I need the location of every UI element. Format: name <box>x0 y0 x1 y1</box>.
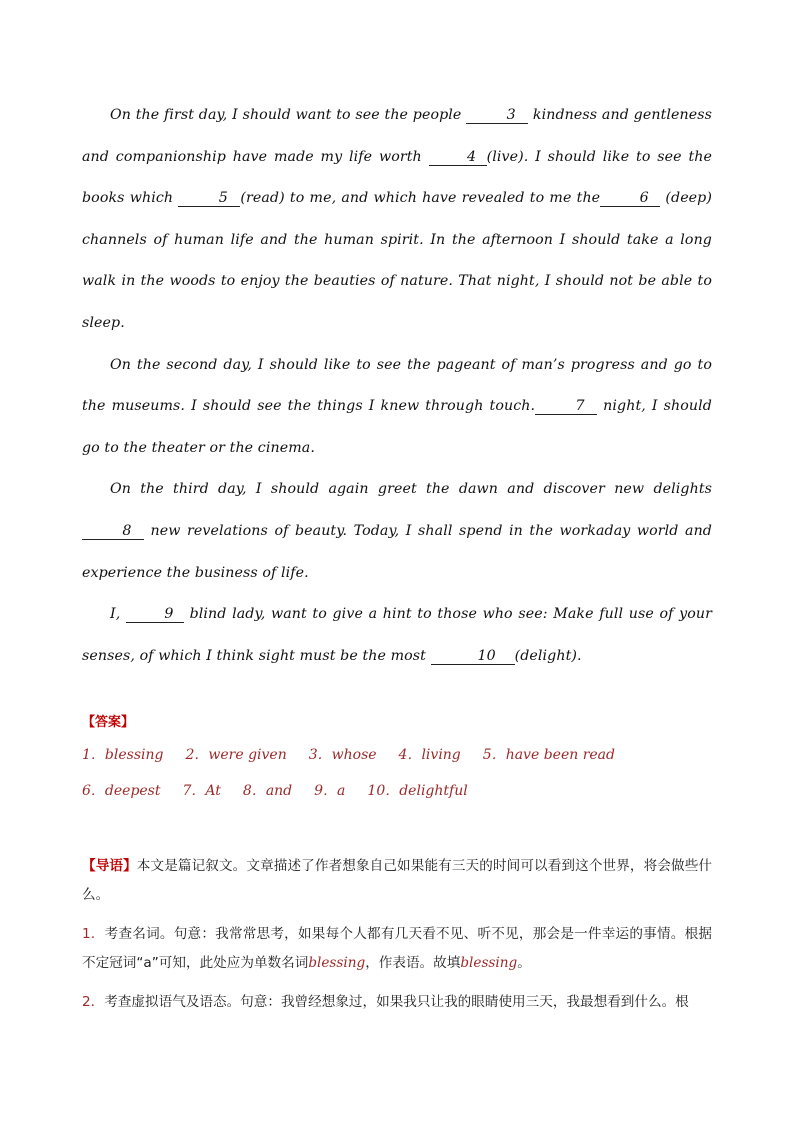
answer-item: 2．were given <box>185 747 287 764</box>
blank-9: 9 <box>126 606 184 623</box>
blank-10: 10 <box>431 648 515 665</box>
passage-paragraph-3 <box>82 469 712 594</box>
guide-item-text: ，作表语。故填 <box>365 955 461 972</box>
answers-row-1 <box>82 744 712 764</box>
answers-row-2 <box>82 780 712 800</box>
answer-item: 9．a <box>314 783 346 800</box>
passage-text: On the second day, I should like to see the pageant of man’s progress and go to the museums. I should see the things I knew through touch. <box>82 356 712 415</box>
answer-item: 7．At <box>182 783 221 800</box>
passage-text: night, I should go to the theater or the cinema. <box>82 398 712 456</box>
blank-7: 7 <box>535 398 597 415</box>
guide-item-text: 。 <box>517 955 531 972</box>
guide-intro-text: 本文是篇记叙文。文章描述了作者想象自己如果能有三天的时间可以看到这个世界，将会做些什么。 <box>82 858 713 904</box>
blank-3: 3 <box>466 107 528 124</box>
passage-text: new revelations of beauty. Today, I shall spend in the workaday world and experience the business of life. <box>82 522 712 581</box>
passage-text: (read) to me, and which have revealed to me the <box>240 190 601 207</box>
guide-answer-word: blessing <box>308 955 366 972</box>
answer-item: 5．have been read <box>482 747 615 764</box>
blank-5: 5 <box>178 190 240 207</box>
passage-text: (deep) channels of human life and the human spirit. In the afternoon I should take a long walk in the woods to enjoy the beauties of nature. That night, I should not be able to sleep. <box>82 190 713 331</box>
passage-text: On the third day, I should again greet the dawn and discover new delights <box>110 481 712 498</box>
guide-item-number: 2． <box>82 994 105 1011</box>
guide-item-number: 1． <box>82 926 105 943</box>
passage-text: (live). I should like to see the books which <box>82 148 713 207</box>
passage-paragraph-1 <box>82 95 712 345</box>
guide-item-2 <box>82 988 712 1017</box>
guide-tag: 【导语】 <box>82 858 137 875</box>
guide-item-text: 考查虚拟语气及语态。句意：我曾经想象过，如果我只让我的眼睛使用三天，我最想看到什么。根 <box>104 994 689 1011</box>
guide-answer-word: blessing <box>460 955 518 972</box>
passage-text: I, <box>110 606 126 623</box>
blank-4: 4 <box>429 149 487 166</box>
answer-item: 8．and <box>242 783 293 800</box>
passage-paragraph-4 <box>82 594 712 677</box>
passage-text: On the first day, I should want to see the people <box>110 107 467 123</box>
blank-8: 8 <box>82 523 144 540</box>
passage-paragraph-2 <box>82 345 712 470</box>
answer-item: 6．deepest <box>82 783 161 800</box>
guide-item-1 <box>82 920 712 978</box>
answer-item: 4．living <box>398 747 461 764</box>
answer-item: 10．delightful <box>367 783 468 800</box>
answer-item: 1．blessing <box>82 747 164 764</box>
blank-6: 6 <box>600 190 660 207</box>
passage-text: (delight). <box>514 647 582 664</box>
guide-intro <box>82 852 712 910</box>
answer-item: 3．whose <box>308 747 377 764</box>
document-page <box>82 95 712 1017</box>
passage-text: kindness and gentleness and companionship have made my life worth <box>82 107 712 165</box>
answers-heading: 【答案】 <box>82 715 135 731</box>
guide-item-text: 考查名词。句意：我常常思考，如果每个人都有几天看不见、听不见，那会是一件幸运的事情。根据不定冠词“a”可知，此处应为单数名词 <box>82 926 712 972</box>
passage-text: blind lady, want to give a hint to those who see: Make full use of your senses, of which I think sight must be the most <box>82 606 712 664</box>
